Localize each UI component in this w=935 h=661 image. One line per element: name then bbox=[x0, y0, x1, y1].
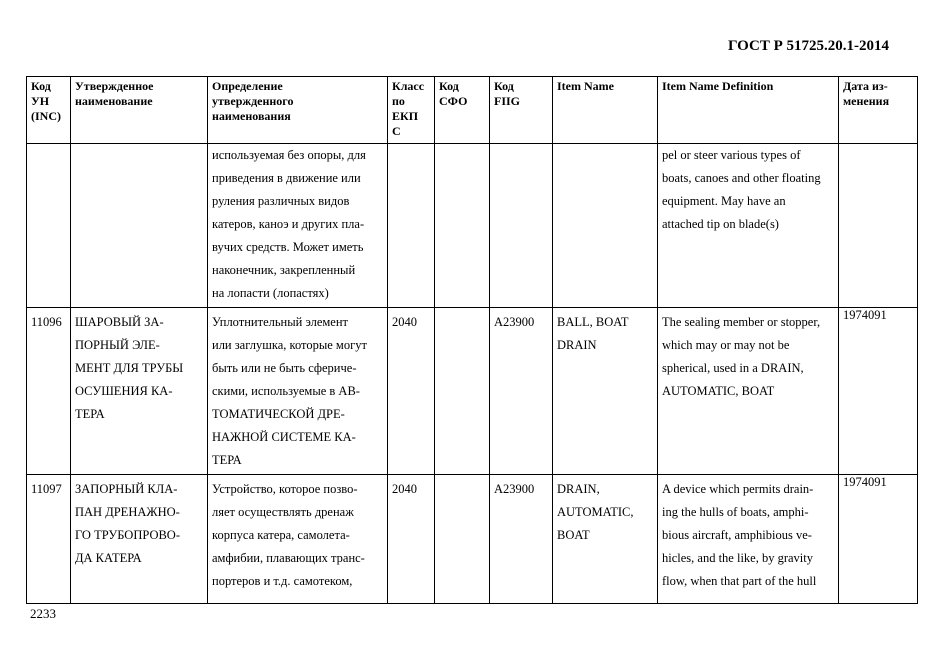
cell-text-line: портеров и т.д. самотеком, bbox=[212, 574, 353, 588]
catalog-table bbox=[26, 76, 918, 604]
approved-name-cell bbox=[71, 144, 208, 308]
cell-text-line: AUTOMATIC, BOAT bbox=[662, 384, 775, 398]
cell-text-line: Устройство, которое позво- bbox=[212, 482, 358, 496]
table-row bbox=[27, 308, 918, 475]
col-header-line: УН bbox=[31, 94, 50, 108]
col-header-line: Класс bbox=[392, 79, 425, 93]
col-header-line: наименования bbox=[212, 109, 291, 123]
col-header-line: Определение bbox=[212, 79, 283, 93]
cell-text-line: pel or steer various types of bbox=[662, 148, 801, 162]
cell-text-line: МЕНТ ДЛЯ ТРУБЫ bbox=[75, 361, 184, 375]
table-row bbox=[27, 144, 918, 308]
cell-text-line: ГО ТРУБОПРОВО- bbox=[75, 528, 180, 542]
sfo-cell bbox=[435, 308, 490, 475]
col-header-line: Дата из- bbox=[843, 79, 888, 93]
definition-cell bbox=[208, 308, 388, 475]
item-definition-cell bbox=[658, 308, 839, 475]
cell-text-line: spherical, used in a DRAIN, bbox=[662, 361, 804, 375]
col-header-line: FIIG bbox=[494, 94, 521, 108]
cell-text-line: attached tip on blade(s) bbox=[662, 217, 779, 231]
cell-text-line: ing the hulls of boats, amphi- bbox=[662, 505, 809, 519]
col-header-inc bbox=[27, 77, 71, 144]
cell-text-line: ТОМАТИЧЕСКОЙ ДРЕ- bbox=[212, 407, 345, 421]
cell-text-line: ШАРОВЫЙ ЗА- bbox=[75, 315, 164, 329]
class-cell: 2040 bbox=[388, 308, 435, 475]
cell-text-line: или заглушка, которые могут bbox=[212, 338, 367, 352]
col-header-line: наименование bbox=[75, 94, 153, 108]
cell-text-line: на лопасти (лопастях) bbox=[212, 286, 329, 300]
cell-text-line: ДА КАТЕРА bbox=[75, 551, 142, 565]
col-header-line: утвержденного bbox=[212, 94, 294, 108]
cell-text-line: используемая без опоры, для bbox=[212, 148, 366, 162]
class-cell bbox=[388, 144, 435, 308]
date-cell: 1974091 bbox=[839, 475, 918, 604]
cell-text-line: скими, используемые в АВ- bbox=[212, 384, 360, 398]
fiig-cell: A23900 bbox=[490, 475, 553, 604]
col-header-line: Item Name Definition bbox=[662, 79, 774, 93]
col-header-approved-name bbox=[71, 77, 208, 144]
cell-text-line: equipment. May have an bbox=[662, 194, 786, 208]
definition-cell bbox=[208, 144, 388, 308]
cell-text-line: ЗАПОРНЫЙ КЛА- bbox=[75, 482, 178, 496]
cell-text-line: ОСУШЕНИЯ КА- bbox=[75, 384, 173, 398]
col-header-date bbox=[839, 77, 918, 144]
item-definition-cell bbox=[658, 144, 839, 308]
col-header-item-name bbox=[553, 77, 658, 144]
cell-text-line: корпуса катера, самолета- bbox=[212, 528, 350, 542]
cell-text-line: hicles, and the like, by gravity bbox=[662, 551, 814, 565]
table-header-row bbox=[27, 77, 918, 144]
page-number: 2233 bbox=[30, 606, 56, 621]
cell-text-line: наконечник, закрепленный bbox=[212, 263, 356, 277]
inc-cell bbox=[27, 144, 71, 308]
inc-cell: 11097 bbox=[27, 475, 71, 604]
col-header-line: (INC) bbox=[31, 109, 61, 123]
definition-cell bbox=[208, 475, 388, 604]
item-name-cell bbox=[553, 144, 658, 308]
sfo-cell bbox=[435, 144, 490, 308]
cell-text-line: руления различных видов bbox=[212, 194, 350, 208]
col-header-line: СФО bbox=[439, 94, 468, 108]
date-cell: 1974091 bbox=[839, 308, 918, 475]
cell-text-line: AUTOMATIC, bbox=[557, 505, 634, 519]
cell-text-line: DRAIN bbox=[557, 338, 597, 352]
fiig-cell bbox=[490, 144, 553, 308]
sfo-cell bbox=[435, 475, 490, 604]
cell-text-line: вучих средств. Может иметь bbox=[212, 240, 364, 254]
cell-text-line: катеров, каноэ и других пла- bbox=[212, 217, 365, 231]
col-header-definition bbox=[208, 77, 388, 144]
cell-text-line: BOAT bbox=[557, 528, 590, 542]
cell-text-line: ТЕРА bbox=[212, 453, 242, 467]
col-header-sfo bbox=[435, 77, 490, 144]
cell-text-line: ПОРНЫЙ ЭЛЕ- bbox=[75, 338, 160, 352]
col-header-item-name-definition bbox=[658, 77, 839, 144]
col-header-class bbox=[388, 77, 435, 144]
cell-text-line: ПАН ДРЕНАЖНО- bbox=[75, 505, 180, 519]
cell-text-line: ТЕРА bbox=[75, 407, 105, 421]
class-cell: 2040 bbox=[388, 475, 435, 604]
cell-text-line: BALL, BOAT bbox=[557, 315, 629, 329]
table-row bbox=[27, 475, 918, 604]
document-standard-code: ГОСТ Р 51725.20.1-2014 bbox=[727, 38, 889, 54]
item-name-cell bbox=[553, 475, 658, 604]
col-header-line: ЕКП bbox=[392, 109, 419, 123]
col-header-line: Код bbox=[31, 79, 51, 93]
approved-name-cell bbox=[71, 475, 208, 604]
fiig-cell: A23900 bbox=[490, 308, 553, 475]
col-header-line: Item Name bbox=[557, 79, 614, 93]
cell-text-line: DRAIN, bbox=[557, 482, 600, 496]
col-header-line: Код bbox=[439, 79, 459, 93]
cell-text-line: НАЖНОЙ СИСТЕМЕ КА- bbox=[212, 430, 356, 444]
col-header-line: по bbox=[392, 94, 405, 108]
col-header-line: С bbox=[392, 124, 401, 138]
approved-name-cell bbox=[71, 308, 208, 475]
cell-text-line: ляет осуществлять дренаж bbox=[212, 505, 354, 519]
col-header-fiig bbox=[490, 77, 553, 144]
cell-text-line: boats, canoes and other floating bbox=[662, 171, 821, 185]
cell-text-line: The sealing member or stopper, bbox=[662, 315, 821, 329]
cell-text-line: приведения в движение или bbox=[212, 171, 361, 185]
cell-text-line: which may or may not be bbox=[662, 338, 790, 352]
cell-text-line: Уплотнительный элемент bbox=[212, 315, 348, 329]
col-header-line: Код bbox=[494, 79, 514, 93]
item-definition-cell bbox=[658, 475, 839, 604]
cell-text-line: A device which permits drain- bbox=[662, 482, 814, 496]
col-header-line: Утвержденное bbox=[75, 79, 154, 93]
item-name-cell bbox=[553, 308, 658, 475]
cell-text-line: быть или не быть сфериче- bbox=[212, 361, 357, 375]
date-cell bbox=[839, 144, 918, 308]
cell-text-line: flow, when that part of the hull bbox=[662, 574, 817, 588]
cell-text-line: bious aircraft, amphibious ve- bbox=[662, 528, 812, 542]
cell-text-line: амфибии, плавающих транс- bbox=[212, 551, 365, 565]
col-header-line: менения bbox=[843, 94, 890, 108]
inc-cell: 11096 bbox=[27, 308, 71, 475]
